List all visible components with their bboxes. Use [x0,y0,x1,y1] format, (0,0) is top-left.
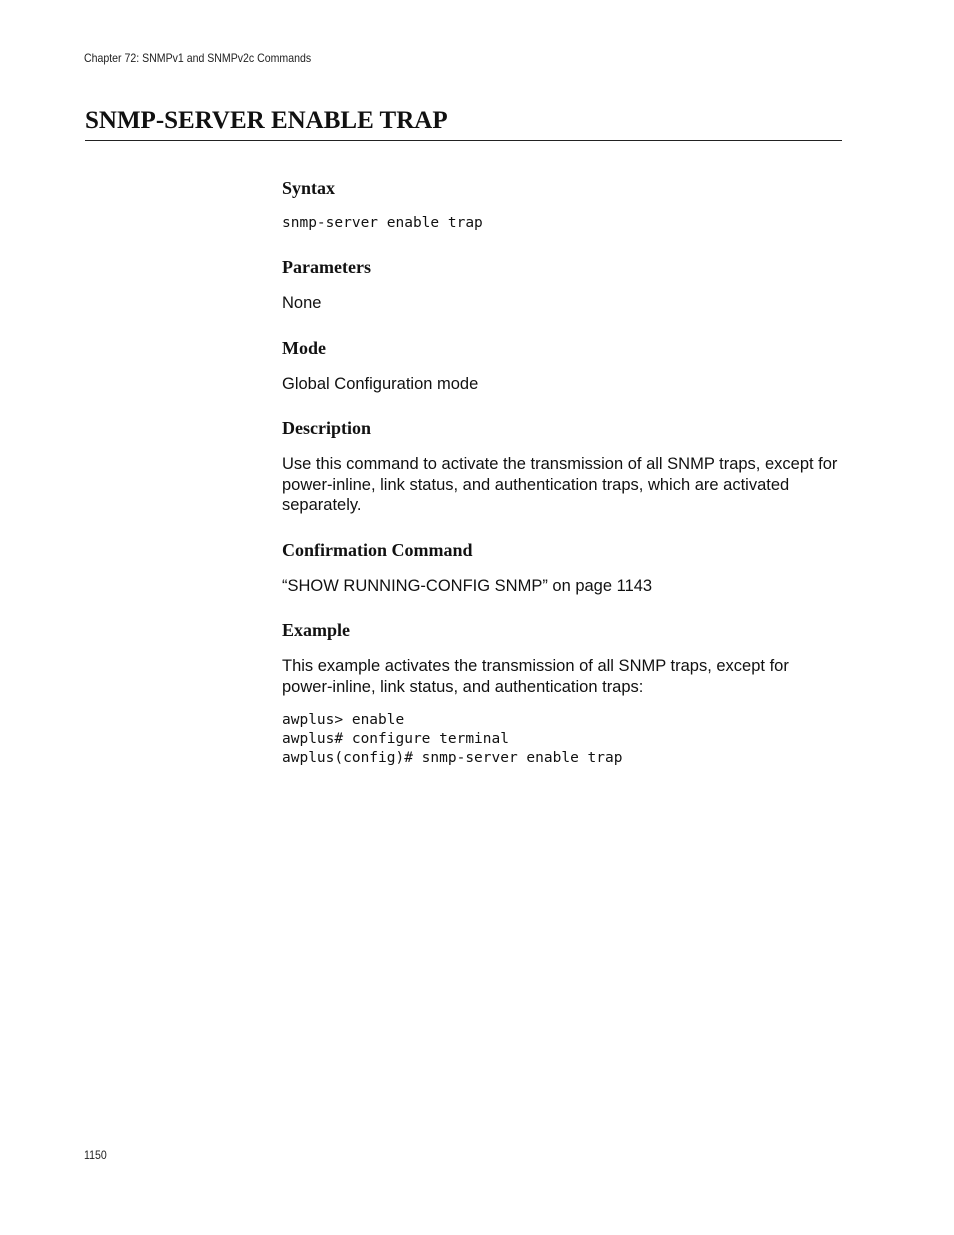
page-title: SNMP-SERVER ENABLE TRAP [85,107,448,134]
running-header: Chapter 72: SNMPv1 and SNMPv2c Commands [84,51,312,65]
example-text: This example activates the transmission of all SNMP traps, except for power-inline, link status, and authentication traps: [282,657,789,696]
syntax-section [282,176,842,233]
confirmation-heading: Confirmation Command [282,539,473,560]
description-section [282,416,842,516]
page-number: 1150 [84,1148,107,1162]
example-code-line: awplus> enable [282,712,405,728]
example-code-block [282,711,842,768]
title-rule [85,140,842,141]
mode-heading: Mode [282,337,326,358]
example-code-line: awplus(config)# snmp-server enable trap [282,750,623,766]
parameters-section [282,255,842,314]
parameters-text: None [282,294,322,312]
mode-section [282,336,842,395]
example-section [282,618,842,768]
command-reference-body [282,176,842,768]
description-text: Use this command to activate the transmission of all SNMP traps, except for power-inline, link status, and authentication traps, which are activated separately. [282,455,838,514]
example-code-line: awplus# configure terminal [282,731,509,747]
syntax-heading: Syntax [282,178,336,198]
example-heading: Example [282,620,351,640]
confirmation-link[interactable]: “SHOW RUNNING-CONFIG SNMP” on page 1143 [282,576,653,595]
parameters-heading: Parameters [282,257,371,277]
confirmation-section [282,538,842,597]
description-heading: Description [282,418,371,438]
mode-text: Global Configuration mode [282,374,479,393]
syntax-code: snmp-server enable trap [282,215,483,231]
